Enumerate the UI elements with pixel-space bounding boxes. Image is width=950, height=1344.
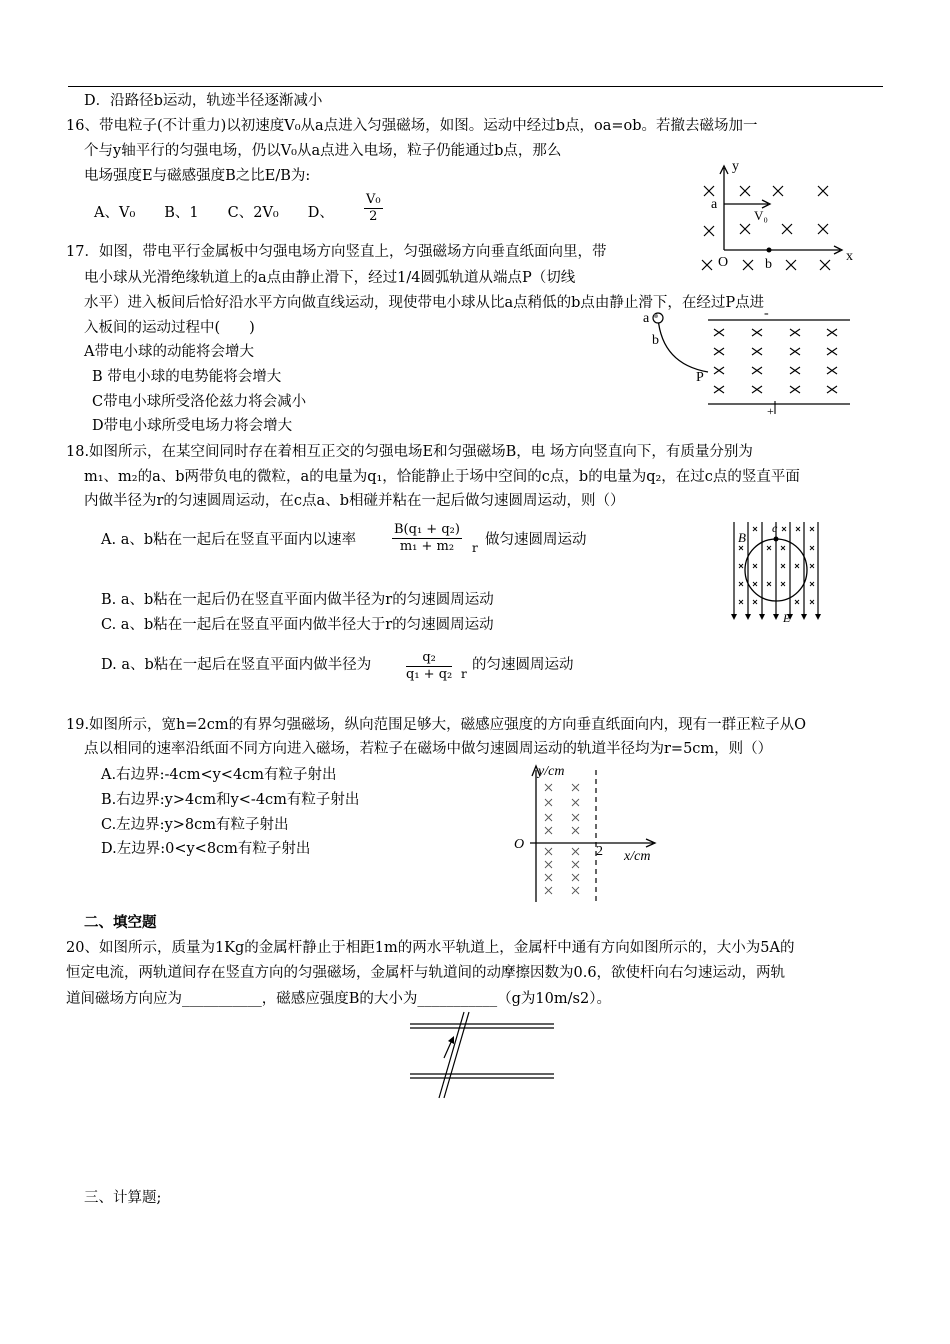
q19-line1: 19.如图所示，宽h=2cm的有界匀强磁场，纵向范围足够大，磁感应强度的方向垂直纸面向内，现有一群正粒子从O	[66, 717, 807, 733]
q16-option-d-fraction	[364, 192, 383, 225]
q19-option-c: C.左边界:y>8cm有粒子射出	[101, 817, 289, 833]
q16-options: A、V₀ B、1 C、2V₀ D、	[94, 205, 334, 221]
q20-line2: 恒定电流，两轨道间存在竖直方向的匀强磁场，金属杆与轨道间的动摩擦因数为0.6，欲使杆向右匀速运动，两轨	[66, 965, 786, 981]
q18-d-r: r	[461, 667, 467, 681]
q17-option-a: A带电小球的动能将会增大	[84, 344, 254, 360]
q19-label-o: O	[514, 837, 525, 852]
q17-option-b: B 带电小球的电势能将会增大	[92, 369, 282, 385]
q17-line4: 入板间的运动过程中( )	[84, 320, 255, 336]
q17-option-d: D带电小球所受电场力将会增大	[92, 418, 293, 434]
q16-label-b: b	[765, 257, 772, 272]
q17-line3: 水平）进入板间后恰好沿水平方向做直线运动，现使带电小球从比a点稍低的b点由静止滑下，在经过P点进	[84, 295, 765, 311]
q16-figure	[690, 158, 860, 278]
q16-label-a: a	[711, 197, 718, 212]
q18-option-d-pre: D. a、b粘在一起后在竖直平面内做半径为	[101, 657, 372, 673]
q19-option-a: A.右边界:-4cm<y<4cm有粒子射出	[101, 767, 337, 783]
q17-figure	[640, 306, 855, 416]
q18-option-a-post: 做匀速圆周运动	[485, 532, 587, 548]
q16-point-b	[767, 248, 772, 253]
q16-line1: 16、带电粒子(不计重力)以初速度V₀从a点进入匀强磁场，如图。运动中经过b点，oa=ob。若撤去磁场加一	[66, 118, 758, 134]
q16-frac-num: V₀	[366, 192, 381, 207]
q18-option-c: C. a、b粘在一起后在竖直平面内做半径大于r的匀速圆周运动	[101, 617, 494, 633]
q18-figure	[728, 518, 828, 626]
section-fill-in-heading: 二、填空题	[84, 915, 157, 931]
q18-a-den: m₁ + m₂	[399, 539, 455, 554]
q16-line3: 电场强度E与磁感强度B之比E/B为:	[84, 168, 311, 184]
q17-ball	[653, 313, 663, 323]
q16-label-v0: V₀	[754, 208, 768, 223]
q17-line2: 电小球从光滑绝缘轨道上的a点由静止滑下，经过1/4圆弧轨道从端点P（切线	[84, 270, 576, 286]
q19-figure	[508, 760, 668, 905]
q15-option-d: D．沿路径b运动，轨迹半径逐渐减小	[84, 93, 323, 109]
q17-ball-shade	[654, 314, 658, 318]
q16-label-o: O	[718, 255, 729, 270]
q18-point-c	[774, 537, 779, 542]
header-rule	[68, 86, 883, 87]
q17-option-c: C带电小球所受洛伦兹力将会减小	[92, 394, 307, 410]
q20-figure	[408, 1010, 558, 1102]
q20-line3: 道间磁场方向应为___________，磁感应强度B的大小为___________（g为10m/s2）。	[66, 991, 611, 1007]
q18-d-den: q₁ + q₂	[406, 667, 453, 682]
q20-line1: 20、如图所示，质量为1Kg的金属杆静止于相距1m的两水平轨道上，金属杆中通有方向如图所示的，大小为5A的	[66, 940, 795, 956]
q19-field-crosses	[545, 784, 579, 894]
q19-label-y: y/cm	[538, 764, 565, 779]
q18-option-a-fraction	[392, 522, 462, 555]
q18-field-lines	[734, 522, 818, 618]
q17-field-crosses	[714, 329, 837, 393]
q17-arc-track	[658, 318, 708, 372]
q19-label-2: 2	[596, 844, 603, 859]
q18-option-d-fraction	[406, 650, 452, 683]
q18-line3: 内做半径为r的匀速圆周运动，在c点a、b相碰并粘在一起后做匀速圆周运动，则（）	[84, 493, 625, 509]
q18-label-c: c	[772, 521, 778, 535]
q18-line1: 18.如图所示，在某空间同时存在着相互正交的匀强电场E和匀强磁场B，电 场方向竖直向下，有质量分别为	[66, 444, 753, 460]
q18-option-a-pre: A. a、b粘在一起后在竖直平面内以速率	[101, 532, 357, 548]
q16-label-y: y	[732, 159, 739, 174]
q19-line2: 点以相同的速率沿纸面不同方向进入磁场，若粒子在磁场中做匀速圆周运动的轨道半径均为r=5cm，则（）	[84, 741, 773, 757]
q16-frac-den: 2	[369, 209, 378, 224]
q19-label-x: x/cm	[624, 849, 651, 864]
section-calculation-heading: 三、计算题;	[84, 1190, 162, 1206]
q18-label-b: B	[738, 530, 746, 545]
q18-line2: m₁、m₂的a、b两带负电的微粒，a的电量为q₁，恰能静止于场中空间的c点，b的电量为q₂，在过c点的竖直平面	[84, 469, 800, 485]
q19-option-b: B.右边界:y>4cm和y<-4cm有粒子射出	[101, 792, 360, 808]
q18-a-num: B(q₁ + q₂)	[394, 522, 460, 537]
q18-option-b: B. a、b粘在一起后仍在竖直平面内做半径为r的匀速圆周运动	[101, 592, 494, 608]
q18-a-r: r	[472, 541, 478, 555]
q18-d-num: q₂	[406, 650, 452, 667]
q20-rod-edge-a	[439, 1012, 464, 1098]
q17-label-a: a	[643, 311, 650, 326]
q17-line1: 17．如图，带电平行金属板中匀强电场方向竖直上，匀强磁场方向垂直纸面向里，带	[66, 244, 607, 260]
q19-option-d: D.左边界:0<y<8cm有粒子射出	[101, 841, 311, 857]
q16-label-x: x	[846, 249, 853, 264]
q18-option-d-post: 的匀速圆周运动	[472, 657, 574, 673]
q20-label-i: I	[436, 1040, 440, 1051]
q20-rod-edge-b	[444, 1012, 469, 1098]
q16-line2: 个与y轴平行的匀强电场，仍以V₀从a点进入电场，粒子仍能通过b点，那么	[84, 143, 562, 159]
q17-label-plus: +	[767, 404, 774, 418]
q17-label-minus: -	[764, 306, 769, 321]
q18-field-arrows	[731, 614, 821, 620]
q18-label-e: E	[783, 611, 791, 625]
q17-label-b: b	[652, 333, 659, 348]
q17-label-p: P	[696, 370, 704, 385]
